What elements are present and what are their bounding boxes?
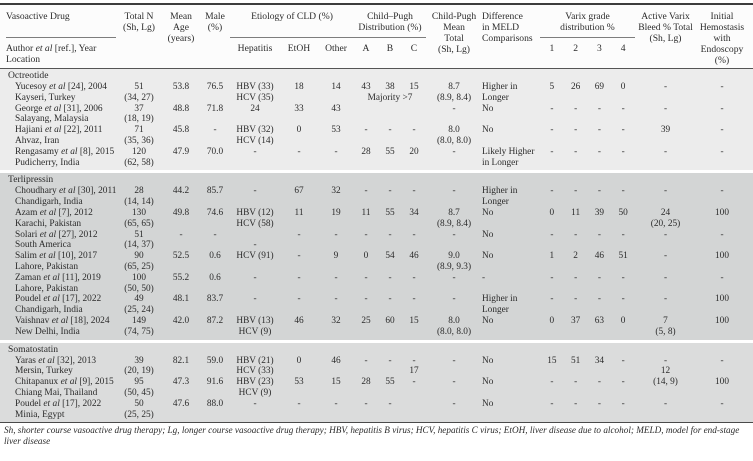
hepatitis-cell: HBV (12) HCV (58) <box>236 207 274 229</box>
study-location: Ahvaz, Iran <box>15 135 60 146</box>
child-pugh-distribution-cell: - - - <box>364 272 416 283</box>
etoh-cell: - <box>297 398 301 409</box>
col-header-meld-difference: Difference in MELD Comparisons <box>482 11 533 44</box>
study-author-cell <box>6 294 116 316</box>
table-row <box>6 294 748 316</box>
total-n-cell: 51 (34, 27) <box>124 82 154 103</box>
child-pugh-distribution-cell: 0 54 46 <box>363 251 419 262</box>
mean-age-cell: 49.8 <box>172 207 190 218</box>
male-percent-cell: 87.2 <box>206 315 224 326</box>
male-percent-cell: 74.6 <box>206 207 224 218</box>
male-percent-cell: 85.7 <box>206 186 224 197</box>
col-header-male: Male (%) <box>205 11 225 33</box>
child-pugh-distribution-cell: 28 55 20 <box>361 146 419 157</box>
total-n-cell: 100 (50, 50) <box>124 272 154 294</box>
study-author-cell <box>6 377 116 399</box>
active-varix-bleed-cell: - <box>663 294 668 305</box>
varix-grade-cell: - - - - <box>550 272 625 283</box>
hemostasis-cell: 100 <box>715 377 729 388</box>
section-label-terlipressin: Terlipressin <box>8 174 54 186</box>
study-author: Vaishnav et al [18], 2024 <box>15 315 110 326</box>
male-percent-cell: - <box>213 125 217 136</box>
varix-grade-cell: - - - - <box>550 103 625 114</box>
author-header-line2: Location <box>6 54 41 65</box>
mean-age-cell: 45.8 <box>172 125 190 136</box>
author-header-line1: Author et al [ref.], Year <box>6 43 97 54</box>
total-n-cell: 51 (14, 37) <box>124 229 154 251</box>
other-etiology-cell: - <box>334 229 338 240</box>
other-etiology-cell: 32 <box>331 315 341 326</box>
male-percent-cell: 0.6 <box>209 272 221 283</box>
meld-comparison-cell: No <box>482 207 494 218</box>
active-varix-bleed-cell: - <box>663 251 668 262</box>
total-n-cell: 50 (25, 25) <box>124 398 154 420</box>
study-author: Yucesoy et al [24], 2004 <box>15 82 107 92</box>
mean-age-cell: 53.8 <box>172 82 190 92</box>
child-pugh-mean-cell: - <box>452 272 456 283</box>
child-pugh-distribution-cell: - - - <box>364 229 416 240</box>
hemostasis-cell: - <box>720 146 724 157</box>
hepatitis-cell: HBV (21) HCV (33) <box>236 355 274 377</box>
child-pugh-mean-cell: - <box>452 186 456 197</box>
study-author: George et al [31], 2006 <box>15 103 103 114</box>
active-varix-bleed-cell: - <box>663 186 668 197</box>
mean-age-cell: 47.6 <box>172 398 190 409</box>
hemostasis-cell: - <box>720 125 724 136</box>
table-row <box>6 104 748 126</box>
total-n-cell: 149 (74, 75) <box>124 315 154 337</box>
meld-comparison-cell: No <box>482 229 494 240</box>
mean-age-cell: 48.8 <box>172 103 190 114</box>
study-author-cell <box>6 251 116 273</box>
varix-grade-cell: - - - - <box>550 294 625 305</box>
mean-age-cell: 47.3 <box>172 377 190 388</box>
etoh-cell: 46 <box>294 315 304 326</box>
etoh-cell: - <box>297 229 301 240</box>
col-header-initial-hemostasis: Initial Hemostasis with Endoscopy (%) <box>699 11 745 66</box>
child-pugh-mean-cell: 8.0 (8.0, 8.0) <box>436 315 472 337</box>
active-varix-bleed-cell: - <box>663 146 668 157</box>
child-pugh-mean-cell: - <box>452 229 456 240</box>
hepatitis-cell: - <box>253 294 257 305</box>
subheader-varix-4: 4 <box>620 43 626 54</box>
active-varix-bleed-cell: - <box>663 103 668 114</box>
hemostasis-cell: 100 <box>715 294 729 305</box>
etoh-cell: 33 <box>294 103 304 114</box>
etoh-cell: - <box>297 272 301 283</box>
subheader-hepatitis: Hepatitis <box>237 43 273 54</box>
study-author: Zaman et al [11], 2019 <box>15 272 101 283</box>
table-row <box>6 251 748 273</box>
study-author-cell <box>6 125 116 147</box>
table-row <box>6 230 748 252</box>
meld-comparison-cell: No <box>482 355 494 366</box>
meld-comparison-cell: No <box>482 251 494 262</box>
other-etiology-cell: - <box>334 272 338 283</box>
study-author-cell <box>6 399 116 421</box>
study-location: New Delhi, India <box>15 326 80 337</box>
active-varix-bleed-cell: - <box>663 398 668 409</box>
child-pugh-mean-cell: 8.7 (8.9, 8.4) <box>436 82 472 103</box>
active-varix-bleed-cell: 39 <box>660 125 671 136</box>
study-location: Kayseri, Turkey <box>15 92 76 103</box>
hepatitis-cell: HBV (23) HCV (9) <box>236 377 274 398</box>
male-percent-cell: 0.6 <box>209 251 221 262</box>
col-header-active-varix-bleed: Active Varix Bleed % Total (Sh, Lg) <box>638 11 693 44</box>
child-pugh-mean-cell: - <box>452 355 456 366</box>
study-author: Chitapanux et al [9], 2015 <box>15 377 114 388</box>
study-author-cell <box>6 104 116 126</box>
study-author: Poudel et al [17], 2022 <box>15 398 102 409</box>
section-label-octreotide: Octreotide <box>8 70 49 81</box>
study-location: Chandigarh, India <box>15 197 83 208</box>
other-etiology-cell: - <box>334 294 338 305</box>
study-author-cell <box>6 356 116 378</box>
total-n-cell: 130 (65, 65) <box>124 207 154 229</box>
varix-grade-cell: 0 11 39 50 <box>549 207 628 218</box>
meld-comparison-cell: Higher in Longer <box>482 294 518 316</box>
total-n-cell: 120 (62, 58) <box>124 146 154 168</box>
subheader-cp-a: A <box>362 43 370 54</box>
study-author-cell <box>6 273 116 295</box>
study-location: Salayang, Malaysia <box>15 114 89 125</box>
child-pugh-distribution-cell <box>354 104 426 126</box>
col-header-varix-grade: Varix grade distribution % 1 2 3 4 <box>540 8 635 66</box>
section-octreotide <box>0 69 753 170</box>
varix-grade-cell: 0 37 63 0 <box>549 315 626 326</box>
study-author: Poudel et al [17], 2022 <box>15 294 102 305</box>
col-header-total-n: Total N (Sh, Lg) <box>123 11 155 33</box>
col-header-child-pugh-mean: Child-Pugh Mean Total (Sh, Lg) <box>431 11 477 55</box>
section-label-somatostatin: Somatostatin <box>8 343 59 355</box>
mean-age-cell: 47.9 <box>172 146 190 157</box>
etoh-cell: - <box>297 146 301 157</box>
mean-age-cell: 82.1 <box>172 355 190 366</box>
subheader-varix-3: 3 <box>596 43 602 54</box>
author-header <box>6 43 116 65</box>
study-author: Hajiani et al [22], 2011 <box>15 125 103 136</box>
other-etiology-cell: 32 <box>331 186 341 197</box>
study-location: Mersin, Turkey <box>15 366 73 377</box>
etoh-cell: 0 <box>296 355 302 366</box>
total-n-cell: 71 (35, 36) <box>124 125 154 146</box>
meld-comparison-cell: Higher in Longer <box>482 186 518 208</box>
study-author-cell <box>6 147 116 169</box>
child-pugh-mean-cell: - <box>452 377 456 388</box>
child-pugh-distribution-cell: - - - <box>364 294 416 305</box>
hemostasis-cell: - <box>720 229 724 240</box>
mean-age-cell: 55.2 <box>172 272 190 283</box>
mean-age-cell: 42.0 <box>172 315 190 326</box>
hepatitis-cell: HBV (32) HCV (14) <box>236 125 274 146</box>
study-author: Salim et al [10], 2017 <box>15 251 98 262</box>
total-n-cell: 49 (25, 24) <box>124 294 154 316</box>
col-header-etiology-group: Etiology of CLD (%) Hepatitis EtOH Other <box>230 8 354 66</box>
mean-age-cell: 48.1 <box>172 294 190 305</box>
study-author: Azam et al [7], 2012 <box>15 207 93 218</box>
meld-comparison-cell: No <box>482 315 494 326</box>
child-pugh-distribution-cell: 28 55 - <box>361 377 416 388</box>
hemostasis-cell: - <box>720 82 724 92</box>
mean-age-cell: 52.5 <box>172 251 190 262</box>
study-location: South America <box>15 240 71 251</box>
table-row <box>6 186 748 208</box>
other-etiology-cell: 14 <box>331 82 341 92</box>
meld-comparison-cell: No <box>482 103 494 114</box>
active-varix-bleed-cell: - <box>663 82 668 92</box>
child-pugh-mean-cell: 8.7 (8.9, 8.4) <box>436 207 472 229</box>
col-header-vasoactive-drug <box>6 8 116 66</box>
child-pugh-distribution-cell: - - <box>364 398 392 409</box>
study-location: Chandigarh, India <box>15 305 83 316</box>
varix-grade-cell: 5 26 69 0 <box>549 82 626 92</box>
meld-comparison-cell: No <box>482 398 494 409</box>
section-somatostatin <box>0 343 753 423</box>
hemostasis-cell: 100 <box>715 315 729 326</box>
hepatitis-cell: 24 <box>250 103 260 114</box>
meld-comparison-cell: - <box>482 272 486 283</box>
study-author: Rengasamy et al [8], 2015 <box>15 146 115 157</box>
hemostasis-cell: - <box>720 355 724 366</box>
table-row <box>6 399 748 421</box>
hepatitis-cell: - <box>253 240 257 251</box>
child-pugh-distribution-cell: 25 60 15 <box>361 315 419 326</box>
hepatitis-cell: - <box>253 398 257 409</box>
table-header <box>0 5 753 69</box>
active-varix-bleed-cell: - 12 <box>660 355 671 377</box>
meld-comparison-cell: Higher in Longer <box>482 82 518 103</box>
other-etiology-cell: 43 <box>331 103 341 114</box>
study-author-cell <box>6 208 116 230</box>
active-varix-bleed-cell: 7 (5, 8) <box>655 315 676 337</box>
hepatitis-cell: - <box>253 146 257 157</box>
male-percent-cell: 71.8 <box>206 103 224 114</box>
study-location: Minia, Egypt <box>15 409 65 420</box>
total-n-cell: 95 (50, 45) <box>124 377 154 398</box>
active-varix-bleed-cell: - <box>663 272 668 283</box>
vasoactive-drug-label: Vasoactive Drug <box>6 8 116 38</box>
male-percent-cell: 83.7 <box>206 294 224 305</box>
meld-comparison-cell: No <box>482 377 494 388</box>
total-n-cell: 37 (18, 19) <box>124 103 154 125</box>
male-percent-cell: 88.0 <box>206 398 224 409</box>
child-pugh-mean-cell: - <box>452 103 456 114</box>
table-row <box>6 82 748 104</box>
male-percent-cell: 76.5 <box>206 82 224 92</box>
child-pugh-distribution-cell: - - - 17 <box>364 355 419 377</box>
male-percent-cell: 59.0 <box>206 355 224 366</box>
male-percent-cell: 70.0 <box>206 146 224 157</box>
subheader-cp-b: B <box>386 43 394 54</box>
varix-grade-cell: - - - - <box>550 186 625 197</box>
subheader-other: Other <box>325 43 347 54</box>
etoh-cell: 18 <box>294 82 304 92</box>
hemostasis-cell: - <box>720 398 724 409</box>
child-pugh-distribution-cell: - - - <box>364 186 416 197</box>
mean-age-cell: 44.2 <box>172 186 190 197</box>
varix-grade-cell: 15 51 34 - <box>547 355 625 366</box>
table-row <box>6 208 748 230</box>
other-etiology-cell: 53 <box>331 125 341 136</box>
subheader-etoh: EtOH <box>287 43 311 54</box>
etoh-cell: 53 <box>294 377 304 388</box>
table-body <box>0 69 753 422</box>
varix-grade-cell: - - - - <box>550 398 625 409</box>
study-author: Yaras et al [32], 2013 <box>15 355 97 366</box>
hepatitis-cell: HBV (33) HCV (35) <box>236 82 274 103</box>
active-varix-bleed-cell: 24 (20, 25) <box>650 207 681 229</box>
study-author-cell <box>6 230 116 252</box>
other-etiology-cell: 19 <box>331 207 341 218</box>
study-author: Choudhary et al [30], 2011 <box>15 186 117 197</box>
study-location: Pudicherry, India <box>15 157 80 168</box>
hepatitis-cell: - <box>253 186 257 197</box>
section-terlipressin <box>0 173 753 339</box>
child-pugh-note: Majority >7 <box>367 92 413 103</box>
child-pugh-distribution-cell: 43 38 15 Majority >7 <box>354 82 426 104</box>
meld-comparison-cell: Likely Higher in Longer <box>482 146 535 168</box>
study-author-cell <box>6 316 116 338</box>
varix-grade-cell: - - - - <box>550 229 625 240</box>
varix-grade-cell: - - - - <box>550 146 625 157</box>
hepatitis-cell: HCV (91) <box>236 251 274 262</box>
male-percent-cell: - <box>213 229 217 240</box>
study-location: Karachi, Pakistan <box>15 218 82 229</box>
etoh-cell: - <box>297 294 301 305</box>
varix-grade-cell: - - - - <box>550 377 625 388</box>
other-etiology-cell: - <box>334 146 338 157</box>
col-header-child-pugh-distribution: Child–Pugh Distribution (%) A B C <box>354 8 426 66</box>
subheader-varix-2: 2 <box>573 43 579 54</box>
male-percent-cell: 91.6 <box>206 377 224 388</box>
table-footnote: Sh, shorter course vasoactive drug therapy; Lg, longer course vasoactive drug therapy; HBV, hepatitis B virus; HCV, hepatitis C virus; EtOH, liver disease due to alcohol; MELD, model for end-stage liver disease <box>0 422 753 447</box>
child-pugh-mean-cell: 8.0 (8.0, 8.0) <box>436 125 472 146</box>
active-varix-bleed-cell: - <box>663 229 668 240</box>
total-n-cell: 39 (20, 19) <box>124 355 154 377</box>
child-pugh-mean-cell: - <box>452 146 456 157</box>
hemostasis-cell: - <box>720 272 724 283</box>
table-row <box>6 273 748 295</box>
etoh-cell: - <box>297 251 301 262</box>
etoh-cell: 67 <box>294 186 304 197</box>
child-pugh-distribution-cell: 11 55 34 <box>361 207 419 218</box>
hemostasis-cell: - <box>720 103 724 114</box>
etoh-cell: 0 <box>296 125 302 136</box>
study-author-cell <box>6 186 116 208</box>
varix-grade-cell: - - - - <box>550 125 625 136</box>
table-row <box>6 125 748 147</box>
child-pugh-mean-cell: - <box>452 398 456 409</box>
study-location: Lahore, Pakistan <box>15 261 79 272</box>
subheader-varix-1: 1 <box>549 43 555 54</box>
varix-grade-cell: 1 2 46 51 <box>549 251 628 262</box>
study-author-cell <box>6 82 116 104</box>
other-etiology-cell: 46 <box>331 355 341 366</box>
subheader-cp-c: C <box>410 43 418 54</box>
study-author: Solari et al [27], 2012 <box>15 229 98 240</box>
child-pugh-mean-cell: - <box>452 294 456 305</box>
hemostasis-cell: 100 <box>715 251 729 262</box>
table-row <box>6 356 748 378</box>
other-etiology-cell: - <box>334 398 338 409</box>
hepatitis-cell: HBV (13) HCV (9) <box>236 315 274 337</box>
table-row <box>6 316 748 338</box>
other-etiology-cell: 15 <box>331 377 341 388</box>
mean-age-cell: - <box>179 229 183 240</box>
table-row <box>6 147 748 169</box>
child-pugh-mean-cell: 9.0 (8.9, 9.3) <box>436 251 472 272</box>
table-row <box>6 377 748 399</box>
study-location: Lahore, Pakistan <box>15 283 79 294</box>
hemostasis-cell: 100 <box>715 207 729 218</box>
hemostasis-cell: - <box>720 186 724 197</box>
meld-comparison-cell: No <box>482 125 494 136</box>
total-n-cell: 28 (14, 14) <box>124 186 154 208</box>
other-etiology-cell: 9 <box>333 251 339 262</box>
hepatitis-cell: - <box>253 272 257 283</box>
study-location: Chiang Mai, Thailand <box>15 387 98 398</box>
active-varix-bleed-cell: (14, 9) <box>653 377 678 388</box>
etoh-cell: 11 <box>294 207 304 218</box>
total-n-cell: 90 (65, 25) <box>124 251 154 272</box>
col-header-mean-age: Mean Age (years) <box>167 11 195 44</box>
child-pugh-distribution-cell: - - - <box>364 125 416 136</box>
